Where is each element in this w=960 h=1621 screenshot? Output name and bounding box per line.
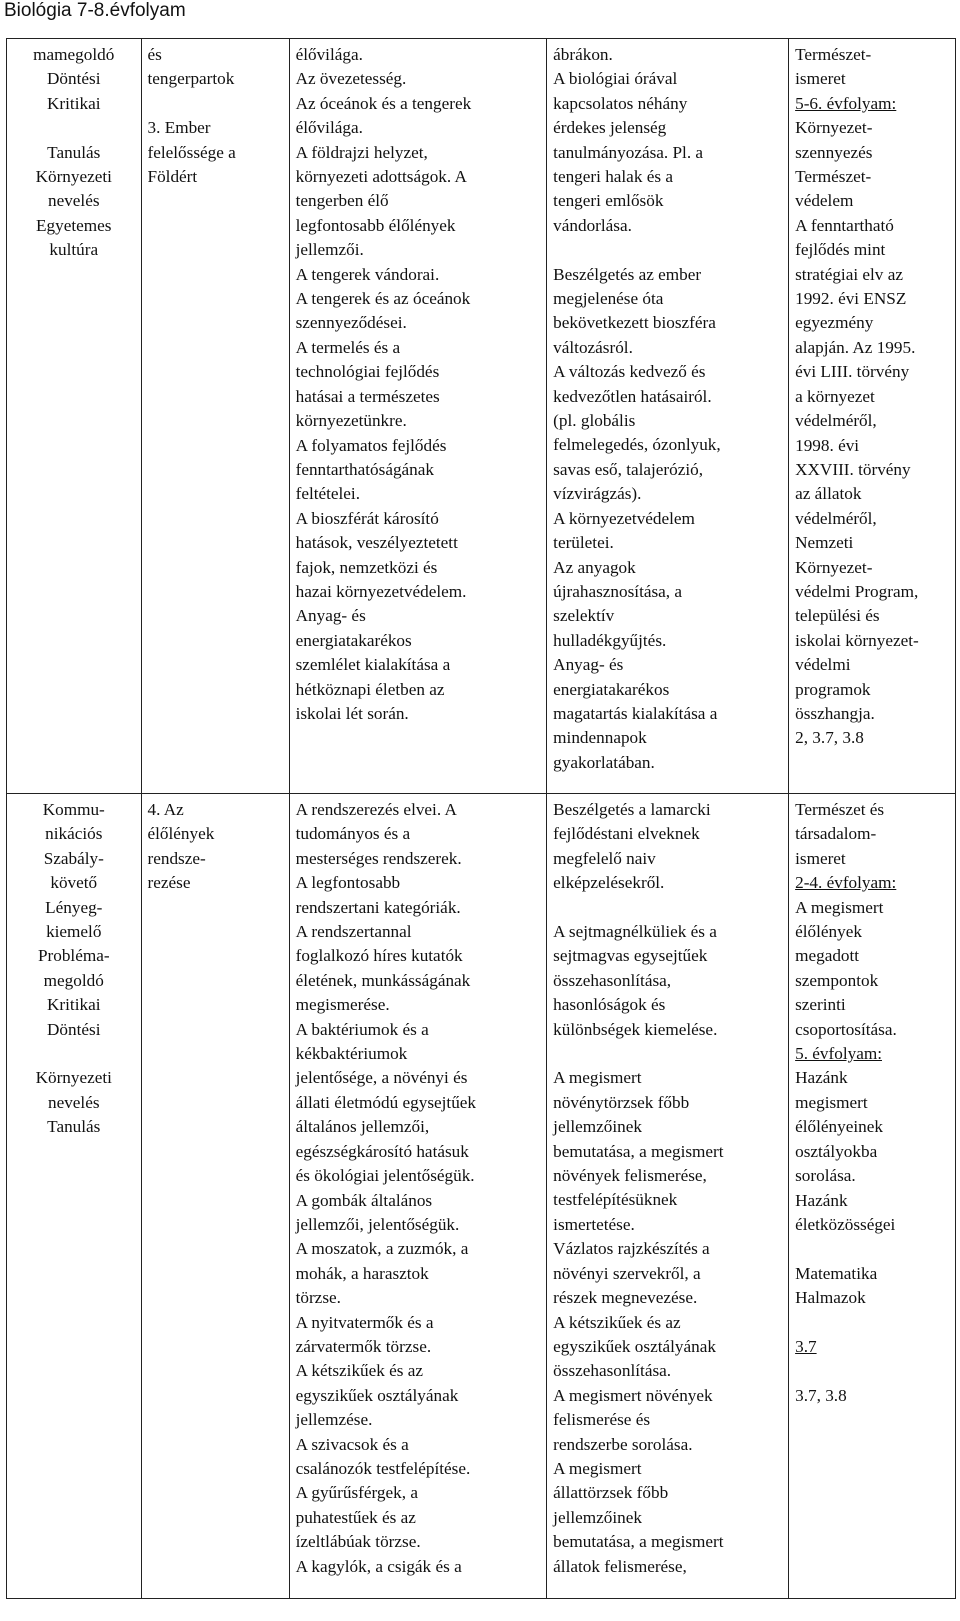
text-line: savas eső, talajerózió,	[553, 459, 704, 479]
text-line: (pl. globális	[553, 411, 636, 431]
curriculum-table	[6, 38, 956, 1599]
text-line: kedvezőtlen hatásairól.	[553, 386, 712, 406]
text-line: tengeri emlősök	[553, 191, 664, 211]
spacer	[553, 238, 782, 262]
text-line: életközösségei	[795, 1214, 896, 1234]
text-line: megfelelő naiv	[553, 848, 656, 868]
text-line: hasonlóságok és	[553, 995, 666, 1015]
text-line: megismerése.	[295, 995, 390, 1015]
text-line: Döntési	[47, 69, 101, 89]
text-line: bekövetkezett bioszféra	[553, 313, 716, 333]
page-title: Biológia 7-8.évfolyam	[4, 0, 186, 21]
text-line: állattörzsek főbb	[553, 1483, 669, 1503]
text-line: érdekes jelenség	[553, 118, 667, 138]
text-line: növények felismerése,	[553, 1166, 707, 1186]
text-line: gyakorlatában.	[553, 752, 655, 772]
text-line: hulladékgyűjtés.	[553, 630, 667, 650]
text-line: egyezmény	[795, 313, 874, 333]
text-line: és ökológiai jelentőségük.	[295, 1166, 475, 1186]
text-line: követő	[50, 873, 98, 893]
underlined-heading: 5-6. évfolyam:	[795, 93, 897, 113]
text-line: nevelés	[47, 1092, 100, 1112]
text-line: testfelépítésüknek	[553, 1190, 678, 1210]
text-line: egyszikűek osztályának	[553, 1336, 716, 1356]
text-line: védelméről,	[795, 411, 877, 431]
text-line: magatartás kialakítása a	[553, 703, 718, 723]
text-line: évi LIII. törvény	[795, 362, 910, 382]
spacer	[795, 1237, 949, 1261]
text-line: Természet és	[795, 800, 885, 819]
text-line: Vázlatos rajzkészítés a	[553, 1239, 710, 1259]
text-line: növényi szervekről, a	[553, 1263, 701, 1283]
text-line: jellemzőinek	[553, 1507, 642, 1527]
text-line: Beszélgetés az ember	[553, 264, 702, 284]
text-line: A sejtmagnélküliek és a	[553, 922, 717, 942]
text-line: mohák, a harasztok	[295, 1263, 429, 1283]
text-line: Természet-	[795, 45, 872, 64]
text-line: változásról.	[553, 337, 633, 357]
text-line: Döntési	[47, 1019, 101, 1039]
text-line: fenntarthatóságának	[295, 459, 434, 479]
text-line: Tanulás	[47, 142, 101, 162]
text-line: élővilága.	[295, 118, 363, 138]
activities-cell	[547, 39, 789, 794]
text-line: foglalkozó híres kutatók	[295, 946, 463, 966]
text-line: összehasonlítása,	[553, 970, 672, 990]
text-line: és	[147, 45, 162, 64]
text-line: Kritikai	[47, 995, 101, 1015]
text-line: Beszélgetés a lamarcki	[553, 800, 711, 819]
text-line: élővilága.	[295, 45, 363, 64]
text-line: szennyeződései.	[295, 313, 407, 333]
text-line: mamegoldó	[33, 45, 115, 64]
text-line: A megismert növények	[553, 1385, 713, 1405]
text-line: hatások, veszélyeztetett	[295, 533, 458, 553]
text-line: iskolai lét során.	[295, 703, 409, 723]
text-line: Természet-	[795, 167, 872, 187]
text-line: A gombák általános	[295, 1190, 433, 1210]
text-line: feltételei.	[295, 484, 361, 504]
text-line: kékbaktériumok	[295, 1044, 408, 1064]
text-line: rendszertani kategóriák.	[295, 897, 461, 917]
text-line: 1998. évi	[795, 435, 860, 455]
text-line: Egyetemes	[36, 215, 112, 235]
text-line: felismerése és	[553, 1410, 651, 1430]
text-line: élőlények	[147, 824, 215, 844]
text-line: felmelegedés, ózonlyuk,	[553, 435, 721, 455]
text-line: kiemelő	[46, 922, 102, 942]
text-line: rendszerbe sorolása.	[553, 1434, 693, 1454]
text-line: sorolása.	[795, 1166, 856, 1186]
text-line: rendsze-	[147, 848, 206, 868]
topic-cell	[141, 39, 289, 794]
text-line: A fenntartható	[795, 215, 894, 235]
text-line: hazai környezetvédelem.	[295, 581, 467, 601]
text-line: az állatok	[795, 484, 862, 504]
text-line: A megismert	[553, 1068, 642, 1088]
text-line: rezése	[147, 873, 191, 893]
text-line: tengerben élő	[295, 191, 389, 211]
text-line: környezetünkre.	[295, 411, 407, 431]
page-header	[0, 0, 960, 30]
text-line: vízvirágzás).	[553, 484, 642, 504]
text-line: Az óceánok és a tengerek	[295, 93, 472, 113]
text-line: A megismert	[795, 897, 884, 917]
links-cell	[789, 39, 956, 794]
text-line: A kétszikűek és az	[553, 1312, 681, 1332]
text-line: jellemzői, jelentőségük.	[295, 1214, 460, 1234]
text-line: A rendszerezés elvei. A	[295, 800, 457, 819]
text-line: felelőssége a	[147, 142, 236, 162]
text-line: ábrákon.	[553, 45, 613, 64]
topic-cell	[141, 794, 289, 1599]
text-line: ismeret	[795, 69, 846, 89]
text-line: megoldó	[43, 970, 104, 990]
text-line: Hazánk	[795, 1068, 848, 1088]
competencies-cell	[7, 794, 142, 1599]
text-line: energiatakarékos	[295, 630, 412, 650]
text-line: A szivacsok és a	[295, 1434, 409, 1454]
text-line: egészségkárosító hatásuk	[295, 1141, 469, 1161]
text-line: alapján. Az 1995.	[795, 337, 916, 357]
text-line: vándorlása.	[553, 215, 632, 235]
text-line: A moszatok, a zuzmók, a	[295, 1239, 469, 1259]
text-line: szennyezés	[795, 142, 873, 162]
text-line: puhatestűek és az	[295, 1507, 416, 1527]
text-line: Szabály-	[43, 848, 104, 868]
text-line: fejlődés mint	[795, 240, 886, 260]
text-line: 4. Az	[147, 800, 184, 819]
text-line: élőlényeinek	[795, 1117, 883, 1137]
text-line: A bioszférát károsító	[295, 508, 439, 528]
text-line: tudományos és a	[295, 824, 411, 844]
spacer	[553, 1042, 782, 1066]
text-line: A baktériumok és a	[295, 1019, 429, 1039]
text-line: Környezeti	[35, 1068, 112, 1088]
text-line: Kritikai	[47, 93, 101, 113]
text-line: legfontosabb élőlények	[295, 215, 456, 235]
text-line: Kommu-	[42, 800, 105, 819]
text-line: csalánozók testfelépítése.	[295, 1458, 471, 1478]
text-line: Környezeti	[35, 167, 112, 187]
underlined-heading: 3.7	[795, 1336, 817, 1356]
text-line: nikációs	[45, 824, 103, 844]
text-line: jelentősége, a növényi és	[295, 1068, 468, 1088]
content-cell	[289, 794, 547, 1599]
text-line: Az övezetesség.	[295, 69, 407, 89]
text-line: összhangja.	[795, 703, 875, 723]
underlined-heading: 5. évfolyam:	[795, 1044, 882, 1064]
text-line: 3. Ember	[147, 118, 211, 138]
text-line: zárvatermők törzse.	[295, 1336, 432, 1356]
text-line: összehasonlítása.	[553, 1361, 672, 1381]
text-line: települési és	[795, 606, 880, 626]
text-line: jellemzőinek	[553, 1117, 642, 1137]
text-line: A tengerek és az óceánok	[295, 289, 471, 309]
text-line: osztályokba	[795, 1141, 878, 1161]
text-line: elképzelésekről.	[553, 873, 665, 893]
text-line: Az anyagok	[553, 557, 636, 577]
activities-cell	[547, 794, 789, 1599]
text-line: jellemzői.	[295, 240, 364, 260]
text-line: megismert	[795, 1092, 868, 1112]
text-line: általános jellemzői,	[295, 1117, 430, 1137]
text-line: sejtmagvas egysejtűek	[553, 946, 708, 966]
text-line: Hazánk	[795, 1190, 848, 1210]
text-line: A gyűrűsférgek, a	[295, 1483, 418, 1503]
text-line: Környezet-	[795, 557, 873, 577]
text-line: jellemzése.	[295, 1410, 373, 1430]
text-line: védelmi	[795, 655, 851, 675]
text-line: megadott	[795, 946, 860, 966]
text-line: Lényeg-	[45, 897, 103, 917]
text-line: stratégiai elv az	[795, 264, 903, 284]
text-line: szerinti	[795, 995, 846, 1015]
text-line: fejlődéstani elveknek	[553, 824, 700, 844]
text-line: állati életmódú egysejtűek	[295, 1092, 477, 1112]
text-line: kapcsolatos néhány	[553, 93, 688, 113]
spacer	[553, 896, 782, 920]
text-line: energiatakarékos	[553, 679, 670, 699]
text-line: védelméről,	[795, 508, 877, 528]
competencies-cell	[7, 39, 142, 794]
text-line: Matematika	[795, 1263, 878, 1283]
text-line: hatásai a természetes	[295, 386, 440, 406]
text-line: ismeret	[795, 848, 846, 868]
text-line: részek megnevezése.	[553, 1288, 698, 1308]
text-line: ízeltlábúak törzse.	[295, 1532, 421, 1552]
text-line: területei.	[553, 533, 614, 553]
text-line: A nyitvatermők és a	[295, 1312, 434, 1332]
text-line: A kétszikűek és az	[295, 1361, 424, 1381]
text-line: XXVIII. törvény	[795, 459, 911, 479]
text-line: A folyamatos fejlődés	[295, 435, 447, 455]
text-line: fajok, nemzetközi és	[295, 557, 438, 577]
text-line: A biológiai órával	[553, 69, 678, 89]
text-line: megjelenése óta	[553, 289, 664, 309]
text-line: szempontok	[795, 970, 879, 990]
text-line: bemutatása, a megismert	[553, 1532, 724, 1552]
spacer	[13, 1042, 135, 1066]
text-line: A legfontosabb	[295, 873, 401, 893]
text-line: Környezet-	[795, 118, 873, 138]
text-line: növénytörzsek főbb	[553, 1092, 690, 1112]
spacer	[13, 116, 135, 140]
text-line: tengeri halak és a	[553, 167, 673, 187]
text-line: A környezetvédelem	[553, 508, 695, 528]
text-line: A megismert	[553, 1458, 642, 1478]
table-row	[7, 39, 956, 794]
text-line: ismertetése.	[553, 1214, 635, 1234]
text-line: Anyag- és	[553, 655, 624, 675]
text-line: mindennapok	[553, 728, 647, 748]
text-line: különbségek kiemelése.	[553, 1019, 718, 1039]
text-line: Probléma-	[37, 946, 110, 966]
text-line: a környezet	[795, 386, 875, 406]
text-line: A rendszertannal	[295, 922, 412, 942]
text-line: A termelés és a	[295, 337, 401, 357]
text-line: technológiai fejlődés	[295, 362, 440, 382]
text-line: életének, munkásságának	[295, 970, 471, 990]
spacer	[795, 1311, 949, 1335]
text-line: újrahasznosítása, a	[553, 581, 683, 601]
table-row	[7, 794, 956, 1599]
text-line: programok	[795, 679, 871, 699]
text-line: hétköznapi életben az	[295, 679, 445, 699]
text-line: élőlények	[795, 922, 862, 942]
text-line: védelmi Program,	[795, 581, 919, 601]
text-line: védelem	[795, 191, 854, 211]
text-line: társadalom-	[795, 824, 877, 844]
text-line: Halmazok	[795, 1288, 866, 1308]
text-line: 2, 3.7, 3.8	[795, 728, 864, 748]
text-line: Nemzeti	[795, 533, 854, 553]
text-line: nevelés	[47, 191, 100, 211]
text-line: 1992. évi ENSZ	[795, 289, 907, 309]
text-line: szelektív	[553, 606, 615, 626]
text-line: A változás kedvező és	[553, 362, 706, 382]
text-line: A kagylók, a csigák és a	[295, 1556, 462, 1576]
text-line: egyszikűek osztályának	[295, 1385, 459, 1405]
links-cell	[789, 794, 956, 1599]
spacer	[148, 92, 283, 116]
text-line: Tanulás	[47, 1117, 101, 1137]
text-line: iskolai környezet-	[795, 630, 919, 650]
spacer	[795, 1359, 949, 1383]
text-line: kultúra	[49, 240, 99, 260]
text-line: bemutatása, a megismert	[553, 1141, 724, 1161]
content-cell	[289, 39, 547, 794]
underlined-heading: 2-4. évfolyam:	[795, 873, 897, 893]
text-line: 3.7, 3.8	[795, 1385, 847, 1405]
text-line: Földért	[147, 167, 198, 187]
text-line: mesterséges rendszerek.	[295, 848, 462, 868]
text-line: környezeti adottságok. A	[295, 167, 467, 187]
text-line: állatok felismerése,	[553, 1556, 687, 1576]
text-line: A tengerek vándorai.	[295, 264, 440, 284]
text-line: tanulmányozása. Pl. a	[553, 142, 704, 162]
text-line: csoportosítása.	[795, 1019, 897, 1039]
text-line: A földrajzi helyzet,	[295, 142, 428, 162]
text-line: tengerpartok	[147, 69, 235, 89]
text-line: törzse.	[295, 1288, 341, 1308]
text-line: szemlélet kialakítása a	[295, 655, 451, 675]
text-line: Anyag- és	[295, 606, 366, 626]
